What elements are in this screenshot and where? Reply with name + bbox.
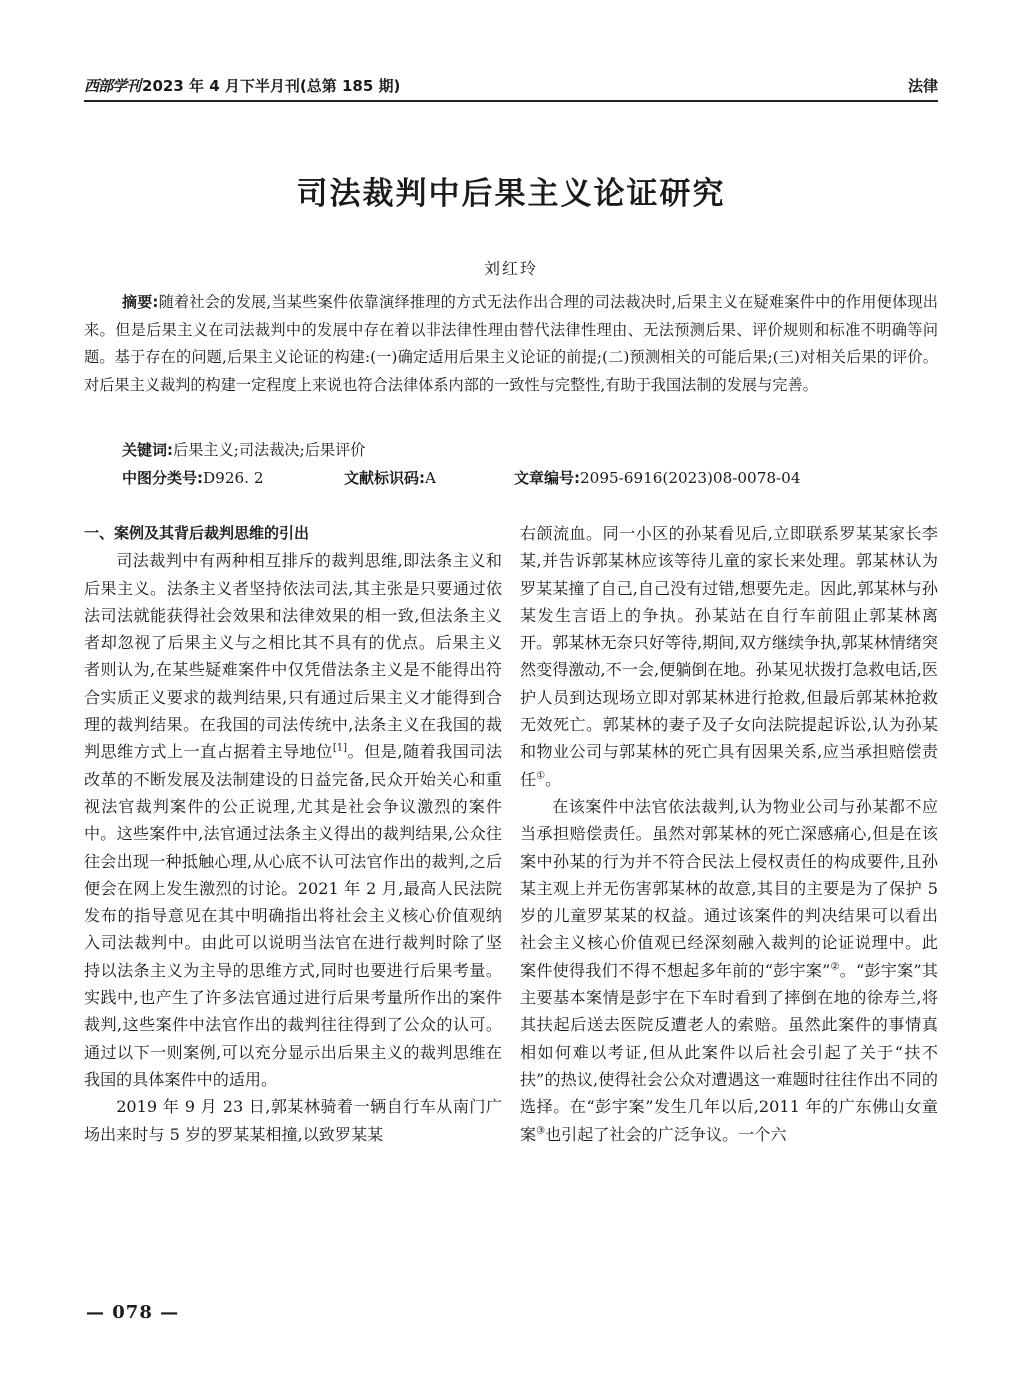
paragraph: 2019 年 9 月 23 日,郭某林骑着一辆自行车从南门广场出来时与 5 岁的罗某某相撞,以致罗某某 — [84, 1097, 502, 1144]
footnote-ref: ① — [536, 770, 546, 782]
clc-value: D926. 2 — [203, 469, 264, 487]
section-label: 法律 — [907, 76, 938, 95]
page-number: — 078 — — [86, 1302, 180, 1323]
paragraph-text: 也引起了社会的广泛争议。一个六 — [545, 1124, 787, 1144]
abstract-text: 随着社会的发展,当某些案件依靠演绎推理的方式无法作出合理的司法裁决时,后果主义在疑难案件中的作用便体现出来。但是后果主义在司法裁判中的发展中存在着以非法律性理由替代法律性理由、无法预测后果、评价规则和标准不明确等问题。基于存在的问题,后果主义论证的构建:(一)确定适用后果主义论证的前提;(二)预测相关的可能后果;(三)对相关后果的评价。对后果主义裁判的构建一定程度上来说也符合法律体系内部的一致性与完整性,有助于我国法制的发展与完善。 — [84, 293, 938, 394]
paragraph-text: 。“彭宇案”其主要基本案情是彭宇在下车时看到了摔倒在地的徐寿兰,将其扶起后送去医院反遭老人的索赔。虽然此案件的事情真相如何难以考证,但从此案件以后社会引起了关于“扶不扶”的热议,使得社会公众对遭遇这一难题时往往作出不同的选择。在“彭宇案”发生几年以后,2011 年的广东佛山女童案 — [520, 960, 938, 1144]
clc-number — [122, 466, 263, 490]
paragraph — [520, 793, 938, 1148]
article-number — [514, 466, 801, 490]
journal-logo: 西部学刊 — [84, 76, 141, 95]
keywords — [122, 438, 365, 462]
doc-label: 文献标识码: — [344, 469, 425, 487]
article-no-value: 2095-6916(2023)08-0078-04 — [580, 469, 801, 487]
header-left — [84, 75, 400, 96]
article-author: 刘红玲 — [483, 259, 538, 278]
keywords-label: 关键词: — [122, 441, 173, 459]
paragraph-text: 。 — [545, 769, 562, 789]
citation-ref: [1] — [332, 743, 348, 755]
document-code — [344, 466, 436, 490]
keywords-text: 后果主义;司法裁决;后果评价 — [173, 441, 366, 459]
clc-label: 中图分类号: — [122, 469, 203, 487]
paragraph-continued — [520, 520, 938, 793]
section-heading: 一、案例及其背后裁判思维的引出 — [84, 524, 310, 542]
issue-info: 2023 年 4 月下半月刊(总第 185 期) — [142, 76, 401, 95]
running-header — [84, 72, 938, 98]
footnote-ref: ③ — [536, 1125, 546, 1137]
article-title: 司法裁判中后果主义论证研究 — [296, 176, 726, 212]
footnote-ref: ② — [830, 961, 840, 973]
body-column-right — [520, 520, 938, 1148]
doc-value: A — [425, 469, 436, 487]
body-column-left — [84, 520, 502, 1148]
abstract — [84, 289, 938, 399]
paragraph-text: 右颌流血。同一小区的孙某看见后,立即联系罗某某家长李某,并告诉郭某林应该等待儿童的家长来处理。郭某林认为罗某某撞了自己,自己没有过错,想要先走。因此,郭某林与孙某发生言语上的争执。孙某站在自行车前阻止郭某林离开。郭某林无奈只好等待,期间,双方继续争执,郭某林情绪突然变得激动,不一会,便躺倒在地。孙某见状拨打急救电话,医护人员到达现场立即对郭某林进行抢救,但最后郭某林抢救无效死亡。郭某林的妻子及子女向法院提起诉讼,认为孙某和物业公司与郭某林的死亡具有因果关系,应当承担赔偿责任 — [520, 524, 938, 789]
paragraph-text: 司法裁判中有两种相互排斥的裁判思维,即法条主义和后果主义。法条主义者坚持依法司法,其主张是只要通过依法司法就能获得社会效果和法律效果的相一致,但法条主义者却忽视了后果主义与之相比其不具有的优点。后果主义者则认为,在某些疑难案件中仅凭借法条主义是不能得出符合实质正义要求的裁判结果,只有通过后果主义才能得到合理的裁判结果。在我国的司法传统中,法条主义在我国的裁判思维方式上一直占据着主导地位 — [84, 551, 502, 762]
article-no-label: 文章编号: — [514, 469, 580, 487]
header-rule — [84, 100, 938, 102]
abstract-label: 摘要: — [122, 293, 159, 311]
paragraph-text: 在该案件中法官依法裁判,认为物业公司与孙某都不应当承担赔偿责任。虽然对郭某林的死亡深感痛心,但是在该案中孙某的行为并不符合民法上侵权责任的构成要件,且孙某主观上并无伤害郭某林的故意,其目的主要是为了保护 5 岁的儿童罗某某的权益。通过该案件的判决结果可以看出社会主义核心价值观已经深刻融入裁判的论证说理中。此案件使得我们不得不想起多年前的“彭宇案” — [520, 796, 938, 980]
paragraph-text: 。但是,随着我国司法改革的不断发展及法制建设的日益完备,民众开始关心和重视法官裁判案件的公正说理,尤其是社会争议激烈的案件中。这些案件中,法官通过法条主义得出的裁判结果,公众往往会出现一种抵触心理,从心底不认可法官作出的裁判,之后便会在网上发生激烈的讨论。2021 年 2 月,最高人民法院发布的指导意见在其中明确指出将社会主义核心价值观纳入司法裁判中。由此可以说明当法官在进行裁判时除了坚持以法条主义为主导的思维方式,同时也要进行后果考量。实践中,也产生了许多法官通过进行后果考量所作出的案件裁判,这些案件中法官作出的裁判往往得到了公众的认可。通过以下一则案例,可以充分显示出后果主义的裁判思维在我国的具体案件中的适用。 — [84, 742, 503, 1089]
paragraph — [84, 547, 502, 1093]
